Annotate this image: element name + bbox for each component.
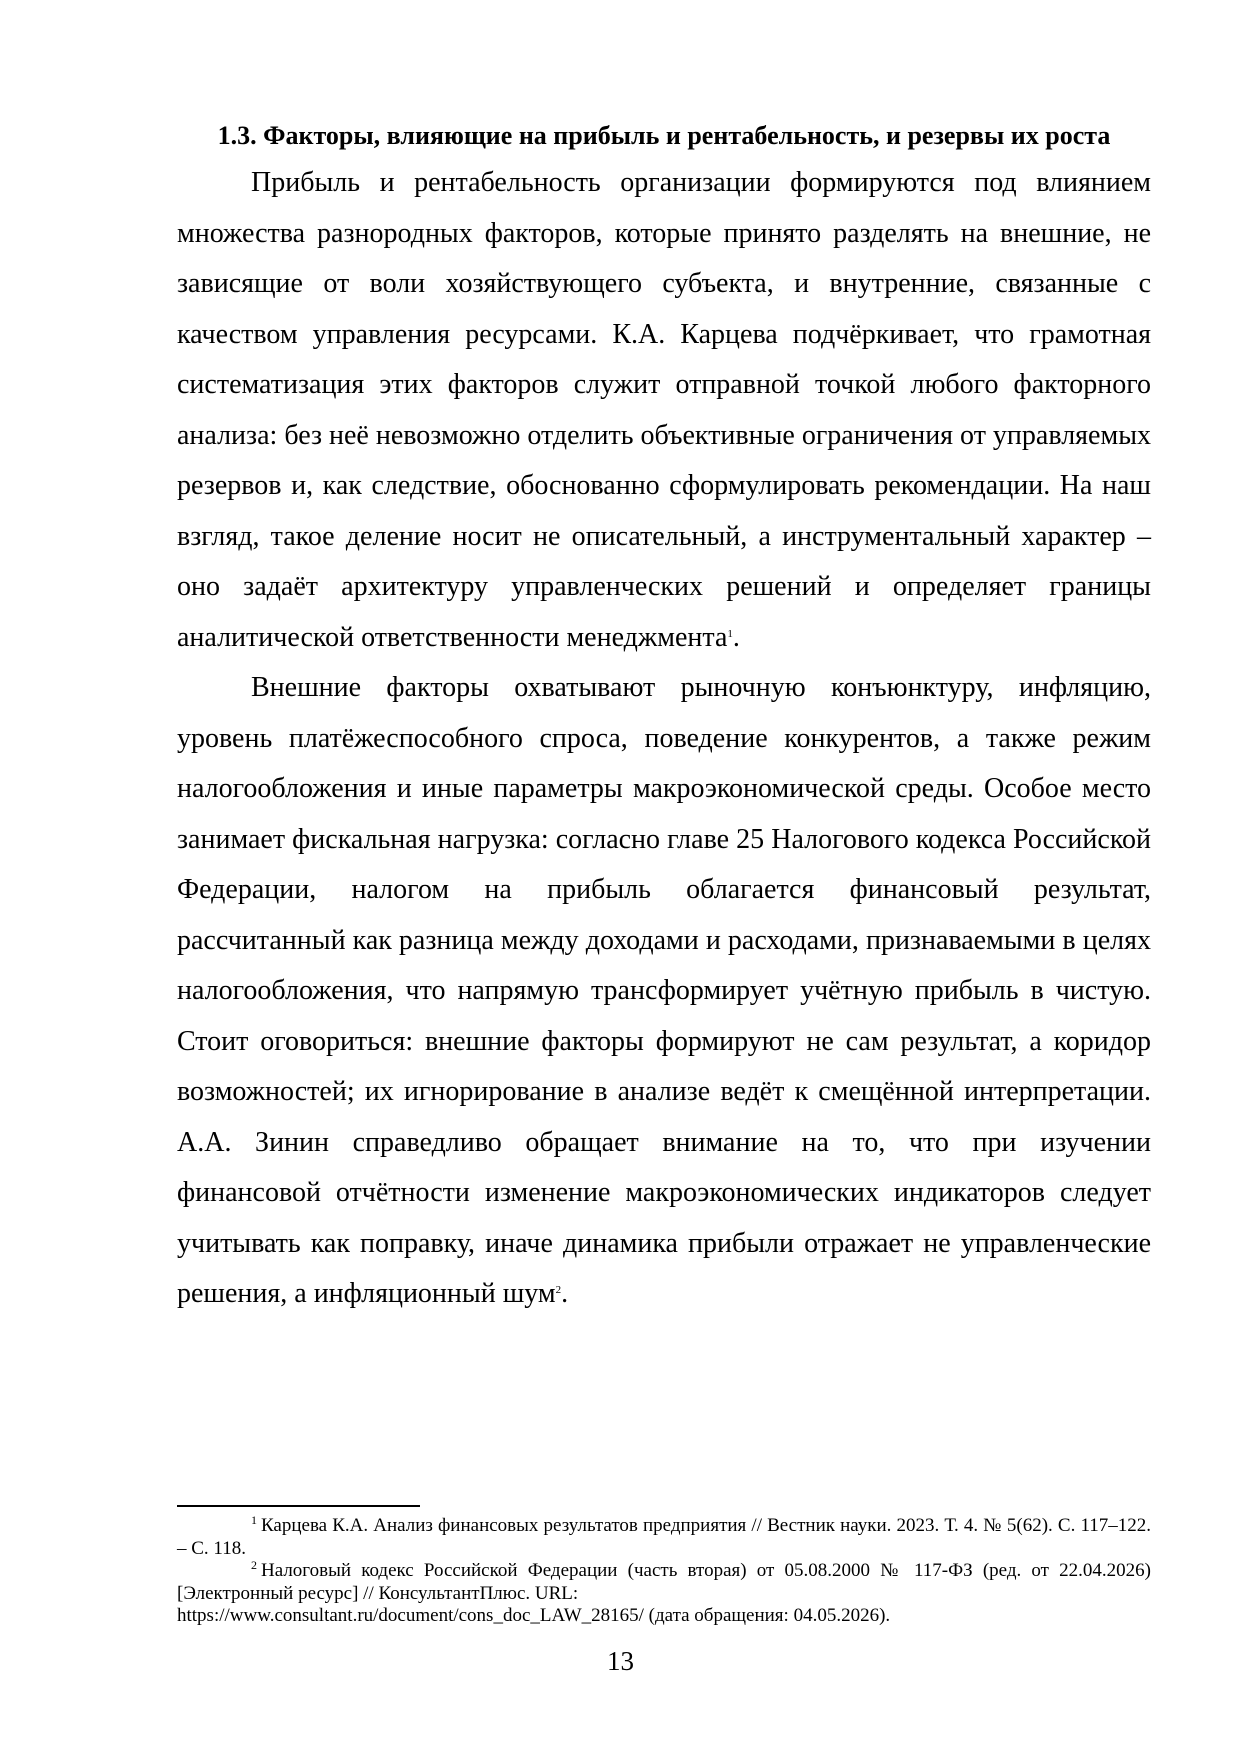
footnote-1 [177, 1515, 1151, 1560]
footnotes-section [177, 1505, 1151, 1628]
footnote-1-number: 1 [251, 1513, 257, 1527]
paragraph-2-text: Внешние факторы охватывают рыночную конъюнктуру, инфляцию, уровень платёжеспособного спроса, поведение конкурентов, а также режим налогообложения и иные параметры макроэкономической среды. Особое место занимает фискальная нагрузка: согласно главе 25 Налогового кодекса Российской Федерации, налогом на прибыль облагается финансовый результат, рассчитанный как разница между доходами и расходами, признаваемыми в целях налогообложения, что напрямую трансформирует учётную прибыль в чистую. Стоит оговориться: внешние факторы формируют не сам результат, а коридор возможностей; их игнорирование в анализе ведёт к смещённой интерпретации. А.А. Зинин справедливо обращает внимание на то, что при изучении финансовой отчётности изменение макроэкономических индикаторов следует учитывать как поправку, иначе динамика прибыли отражает не управленческие решения, а инфляционный шум [177, 672, 1151, 1309]
footnote-ref-2[interactable]: 2 [555, 1284, 562, 1296]
paragraph-1 [177, 158, 1151, 663]
footnote-2-url-line[interactable]: https://www.consultant.ru/document/cons_doc_LAW_28165/ (дата обращения: 04.05.2026). [177, 1605, 891, 1626]
paragraph-1-end: . [732, 621, 740, 653]
paragraph-2-end: . [561, 1278, 569, 1309]
footnote-separator [177, 1505, 420, 1507]
footnote-1-text: Карцева К.А. Анализ финансовых результатов предприятия // Вестник науки. 2023. Т. 4. № 5(62). С. 117–122. – С. 118. [177, 1515, 1151, 1559]
footnote-2 [177, 1560, 1151, 1605]
paragraph-2 [177, 663, 1151, 1320]
page-number: 13 [607, 1646, 634, 1676]
footnote-2-number: 2 [251, 1558, 257, 1572]
page-body [177, 120, 1151, 1320]
paragraph-1-text: Прибыль и рентабельность организации формируются под влиянием множества разнородных факторов, которые принято разделять на внешние, не зависящие от воли хозяйствующего субъекта, и внутренние, связанные с качеством управления ресурсами. К.А. Карцева подчёркивает, что грамотная систематизация этих факторов служит отправной точкой любого факторного анализа: без неё невозможно отделить объективные ограничения от управляемых резервов и, как следствие, обоснованно сформулировать рекомендации. На наш взгляд, такое деление носит не описательный, а инструментальный характер – оно задаёт архитектуру управленческих решений и определяет границы аналитической ответственности менеджмента [177, 167, 1151, 653]
section-heading: 1.3. Факторы, влияющие на прибыль и рентабельность, и резервы их роста [217, 121, 1111, 150]
footnote-2-text: Налоговый кодекс Российской Федерации (часть вторая) от 05.08.2000 № 117-ФЗ (ред. от 22.04.2026) [Электронный ресурс] // КонсультантПлюс. URL: [177, 1560, 1151, 1604]
footnote-ref-1[interactable]: 1 [727, 627, 733, 640]
